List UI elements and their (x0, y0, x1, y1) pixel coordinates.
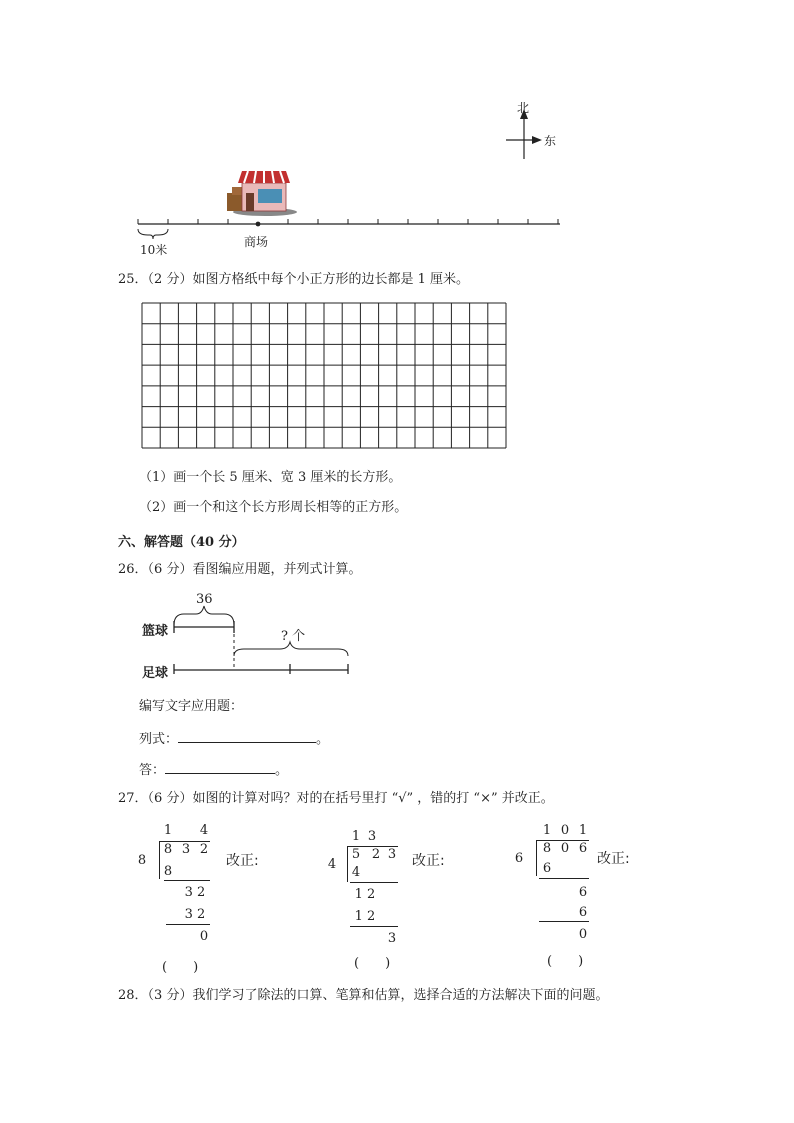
divisor: 8 (137, 853, 147, 868)
q25-stem: 25．（2 分）如图方格纸中每个小正方形的边长都是 1 厘米。 (118, 272, 469, 287)
dividend-digit: 5 (351, 847, 361, 862)
formula-blank[interactable] (178, 730, 316, 743)
quotient-digit: 4 (199, 823, 209, 838)
dividend-digit: 8 (542, 841, 552, 856)
correction-label: 改正: (412, 853, 445, 869)
row1-label: 篮球 (142, 624, 169, 639)
q28-stem: 28．（3 分）我们学习了除法的口算、笔算和估算，选择合适的方法解决下面的问题。 (118, 988, 609, 1003)
q26-stem: 26．（6 分）看图编应用题，并列式计算。 (118, 562, 362, 577)
step-value: 3 (387, 931, 397, 946)
q27-stem: 27．（6 分）如图的计算对吗？对的在括号里打 “√” ，错的打 “×” 并改正。 (118, 791, 554, 806)
north-label: 北 (517, 101, 530, 115)
q25-part2: （2）画一个和这个长方形周长相等的正方形。 (139, 500, 408, 515)
answer-end: 。 (275, 763, 289, 778)
store-icon (227, 171, 297, 216)
quotient-digit: 0 (560, 823, 570, 838)
ball-diagram-svg (140, 594, 355, 680)
unknown-label: ? 个 (281, 629, 306, 644)
formula-line (139, 730, 329, 748)
grid-paper[interactable] (141, 302, 507, 453)
number-line-ticks (138, 219, 558, 226)
quotient-digit: 1 (542, 823, 552, 838)
correction-label: 改正: (226, 853, 259, 869)
check-paren[interactable]: ( ) (547, 954, 584, 969)
step-value: 1 2 (354, 909, 376, 924)
dividend-digit: 3 (181, 842, 191, 857)
check-paren[interactable]: ( ) (162, 960, 199, 975)
correction-label: 改正: (597, 851, 630, 867)
ball-diagram (140, 594, 355, 680)
dividend-digit: 0 (560, 841, 570, 856)
division-problem-1 (136, 822, 316, 975)
q25-part1: （1）画一个长 5 厘米、宽 3 厘米的长方形。 (139, 470, 402, 485)
store-label: 商场 (244, 235, 269, 249)
dividend-digit: 3 (387, 847, 397, 862)
row2-label: 足球 (142, 666, 169, 681)
dividend-digit: 8 (163, 842, 173, 857)
step-value: 4 (351, 865, 361, 880)
map-svg (130, 95, 570, 265)
write-prompt: 编写文字应用题： (139, 699, 244, 714)
step-value: 6 (578, 905, 588, 920)
quotient-digit: 1 (578, 823, 588, 838)
step-value: 3 2 (184, 885, 206, 900)
quotient-digit: 1 (163, 823, 173, 838)
dividend-digit: 6 (578, 841, 588, 856)
top-value: 36 (196, 592, 213, 607)
scale-label: 10米 (140, 243, 168, 257)
answer-label: 答： (139, 763, 166, 778)
dividend-digit: 2 (371, 847, 381, 862)
east-label: 东 (544, 134, 557, 148)
divisor: 4 (327, 857, 337, 872)
formula-end: 。 (316, 732, 330, 747)
division-problem-2 (326, 830, 526, 970)
step-value: 8 (163, 864, 173, 879)
dividend-digit: 2 (199, 842, 209, 857)
step-value: 0 (578, 927, 588, 942)
step-value: 6 (578, 885, 588, 900)
step-value: 1 2 (354, 887, 376, 902)
quotient-digit: 3 (367, 829, 377, 844)
division-problem-3 (513, 822, 653, 972)
answer-line (139, 761, 288, 779)
step-value: 0 (199, 929, 209, 944)
map-figure (130, 95, 570, 265)
divisor: 6 (514, 851, 524, 866)
quotient-digit: 1 (351, 829, 361, 844)
answer-blank[interactable] (165, 761, 275, 774)
compass-icon (506, 109, 542, 159)
step-value: 3 2 (184, 907, 206, 922)
step-value: 6 (542, 861, 552, 876)
check-paren[interactable]: ( ) (354, 956, 391, 971)
formula-label: 列式： (139, 732, 179, 747)
grid-svg[interactable] (141, 302, 507, 449)
section-title: 六、解答题（40 分） (118, 535, 245, 550)
